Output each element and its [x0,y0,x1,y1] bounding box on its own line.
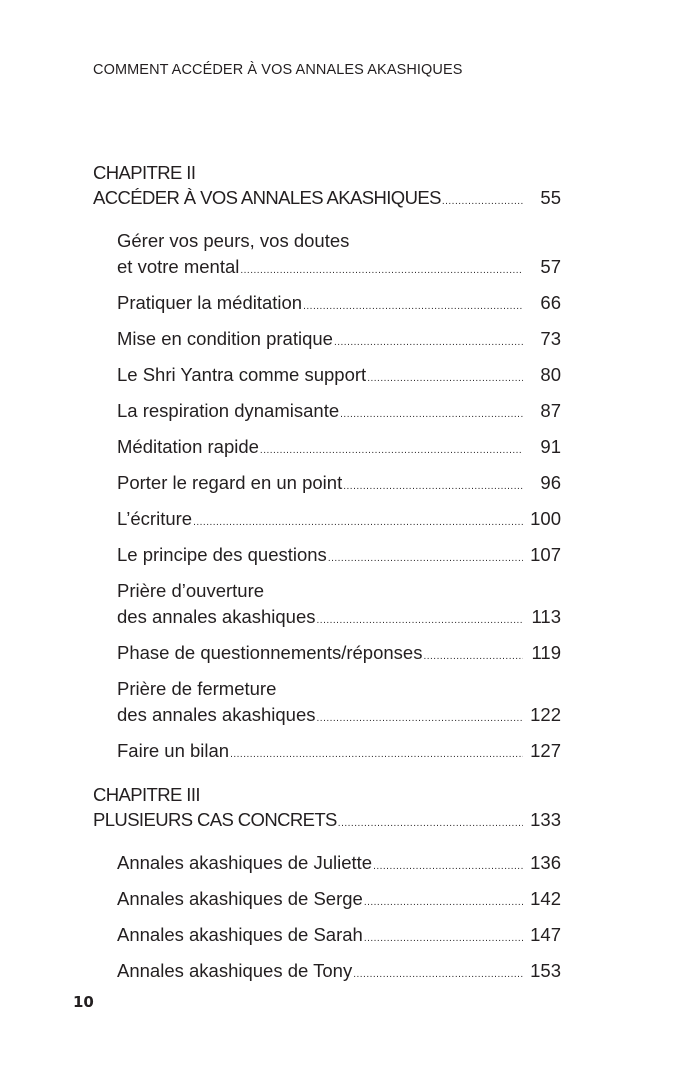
entry-title: Le principe des questions [117,544,327,565]
dot-leader [442,189,523,214]
dot-leader [364,890,523,916]
entry-title-line1: Gérer vos peurs, vos doutes [117,230,350,251]
dot-leader [303,294,523,320]
entry-title: Annales akashiques de Juliette [117,852,373,873]
toc-entry-sarah[interactable] [93,922,561,952]
chapter-title: ACCÉDER À VOS ANNALES AKASHIQUES [93,187,441,208]
chapter-title: PLUSIEURS CAS CONCRETS [93,809,337,830]
page-number: 147 [530,924,561,945]
table-of-contents [93,160,561,994]
toc-entry-juliette[interactable] [93,850,561,880]
page-number: 87 [540,400,561,421]
toc-entry-serge[interactable] [93,886,561,916]
toc-entry-questionnements[interactable] [93,640,561,670]
dot-leader [334,330,523,356]
page-number: 136 [530,852,561,873]
toc-entry-regard[interactable] [93,470,561,500]
dot-leader [338,811,523,836]
dot-leader [340,402,523,428]
toc-entry-questions[interactable] [93,542,561,572]
page-number: 119 [531,642,561,663]
page-number: 66 [540,292,561,313]
entry-title-line1: Prière d’ouverture [117,580,265,601]
page-number: 127 [530,740,561,761]
entry-title: Pratiquer la méditation [117,292,303,313]
page-number: 153 [530,960,561,981]
toc-entry-meditation[interactable] [93,290,561,320]
toc-entry-ecriture[interactable] [93,506,561,536]
page-number: 73 [540,328,561,349]
dot-leader [230,742,523,768]
toc-entry-gerer-peurs[interactable] [93,228,561,284]
dot-leader [367,366,523,392]
page-number: 113 [531,606,561,627]
chapter-label: CHAPITRE II [93,162,196,183]
entry-title: Méditation rapide [117,436,259,457]
entry-title: Annales akashiques de Serge [117,888,363,909]
page-number: 100 [530,508,561,529]
entry-title: La respiration dynamisante [117,400,340,421]
dot-leader [240,258,523,284]
dot-leader [328,546,523,572]
toc-entry-bilan[interactable] [93,738,561,768]
entry-title: Annales akashiques de Tony [117,960,353,981]
toc-entry-priere-fermeture[interactable] [93,676,561,732]
toc-entry-meditation-rapide[interactable] [93,434,561,464]
entry-title: des annales akashiques [117,606,316,627]
dot-leader [364,926,523,952]
entry-title: des annales akashiques [117,704,316,725]
page-number: 142 [530,888,561,909]
dot-leader [353,962,523,988]
dot-leader [317,706,523,732]
entry-title: Le Shri Yantra comme support [117,364,367,385]
toc-entry-shri-yantra[interactable] [93,362,561,392]
entry-title: Porter le regard en un point [117,472,343,493]
dot-leader [193,510,523,536]
entry-title-line1: Prière de fermeture [117,678,277,699]
page-number: 91 [540,436,561,457]
entry-title: Annales akashiques de Sarah [117,924,363,945]
chapter-3-heading[interactable] [93,782,561,836]
toc-entry-tony[interactable] [93,958,561,988]
dot-leader [423,644,523,670]
toc-entry-respiration[interactable] [93,398,561,428]
page-number: 107 [530,544,561,565]
page-number: 122 [530,704,561,725]
dot-leader [317,608,523,634]
entry-title: Mise en condition pratique [117,328,333,349]
entry-title: et votre mental [117,256,240,277]
chapter-2-heading[interactable] [93,160,561,214]
page-number: 55 [540,187,561,208]
page-number: 133 [530,809,561,830]
toc-entry-priere-ouverture[interactable] [93,578,561,634]
dot-leader [373,854,523,880]
toc-entry-mise-en-condition[interactable] [93,326,561,356]
page-number: 57 [540,256,561,277]
entry-title: L’écriture [117,508,193,529]
running-head: COMMENT ACCÉDER À VOS ANNALES AKASHIQUES [93,62,463,78]
dot-leader [260,438,523,464]
page-number: 96 [540,472,561,493]
dot-leader [343,474,523,500]
chapter-label: CHAPITRE III [93,784,200,805]
entry-title: Faire un bilan [117,740,230,761]
page-number: 80 [540,364,561,385]
page-number-footer: 10 [73,993,94,1011]
entry-title: Phase de questionnements/réponses [117,642,423,663]
